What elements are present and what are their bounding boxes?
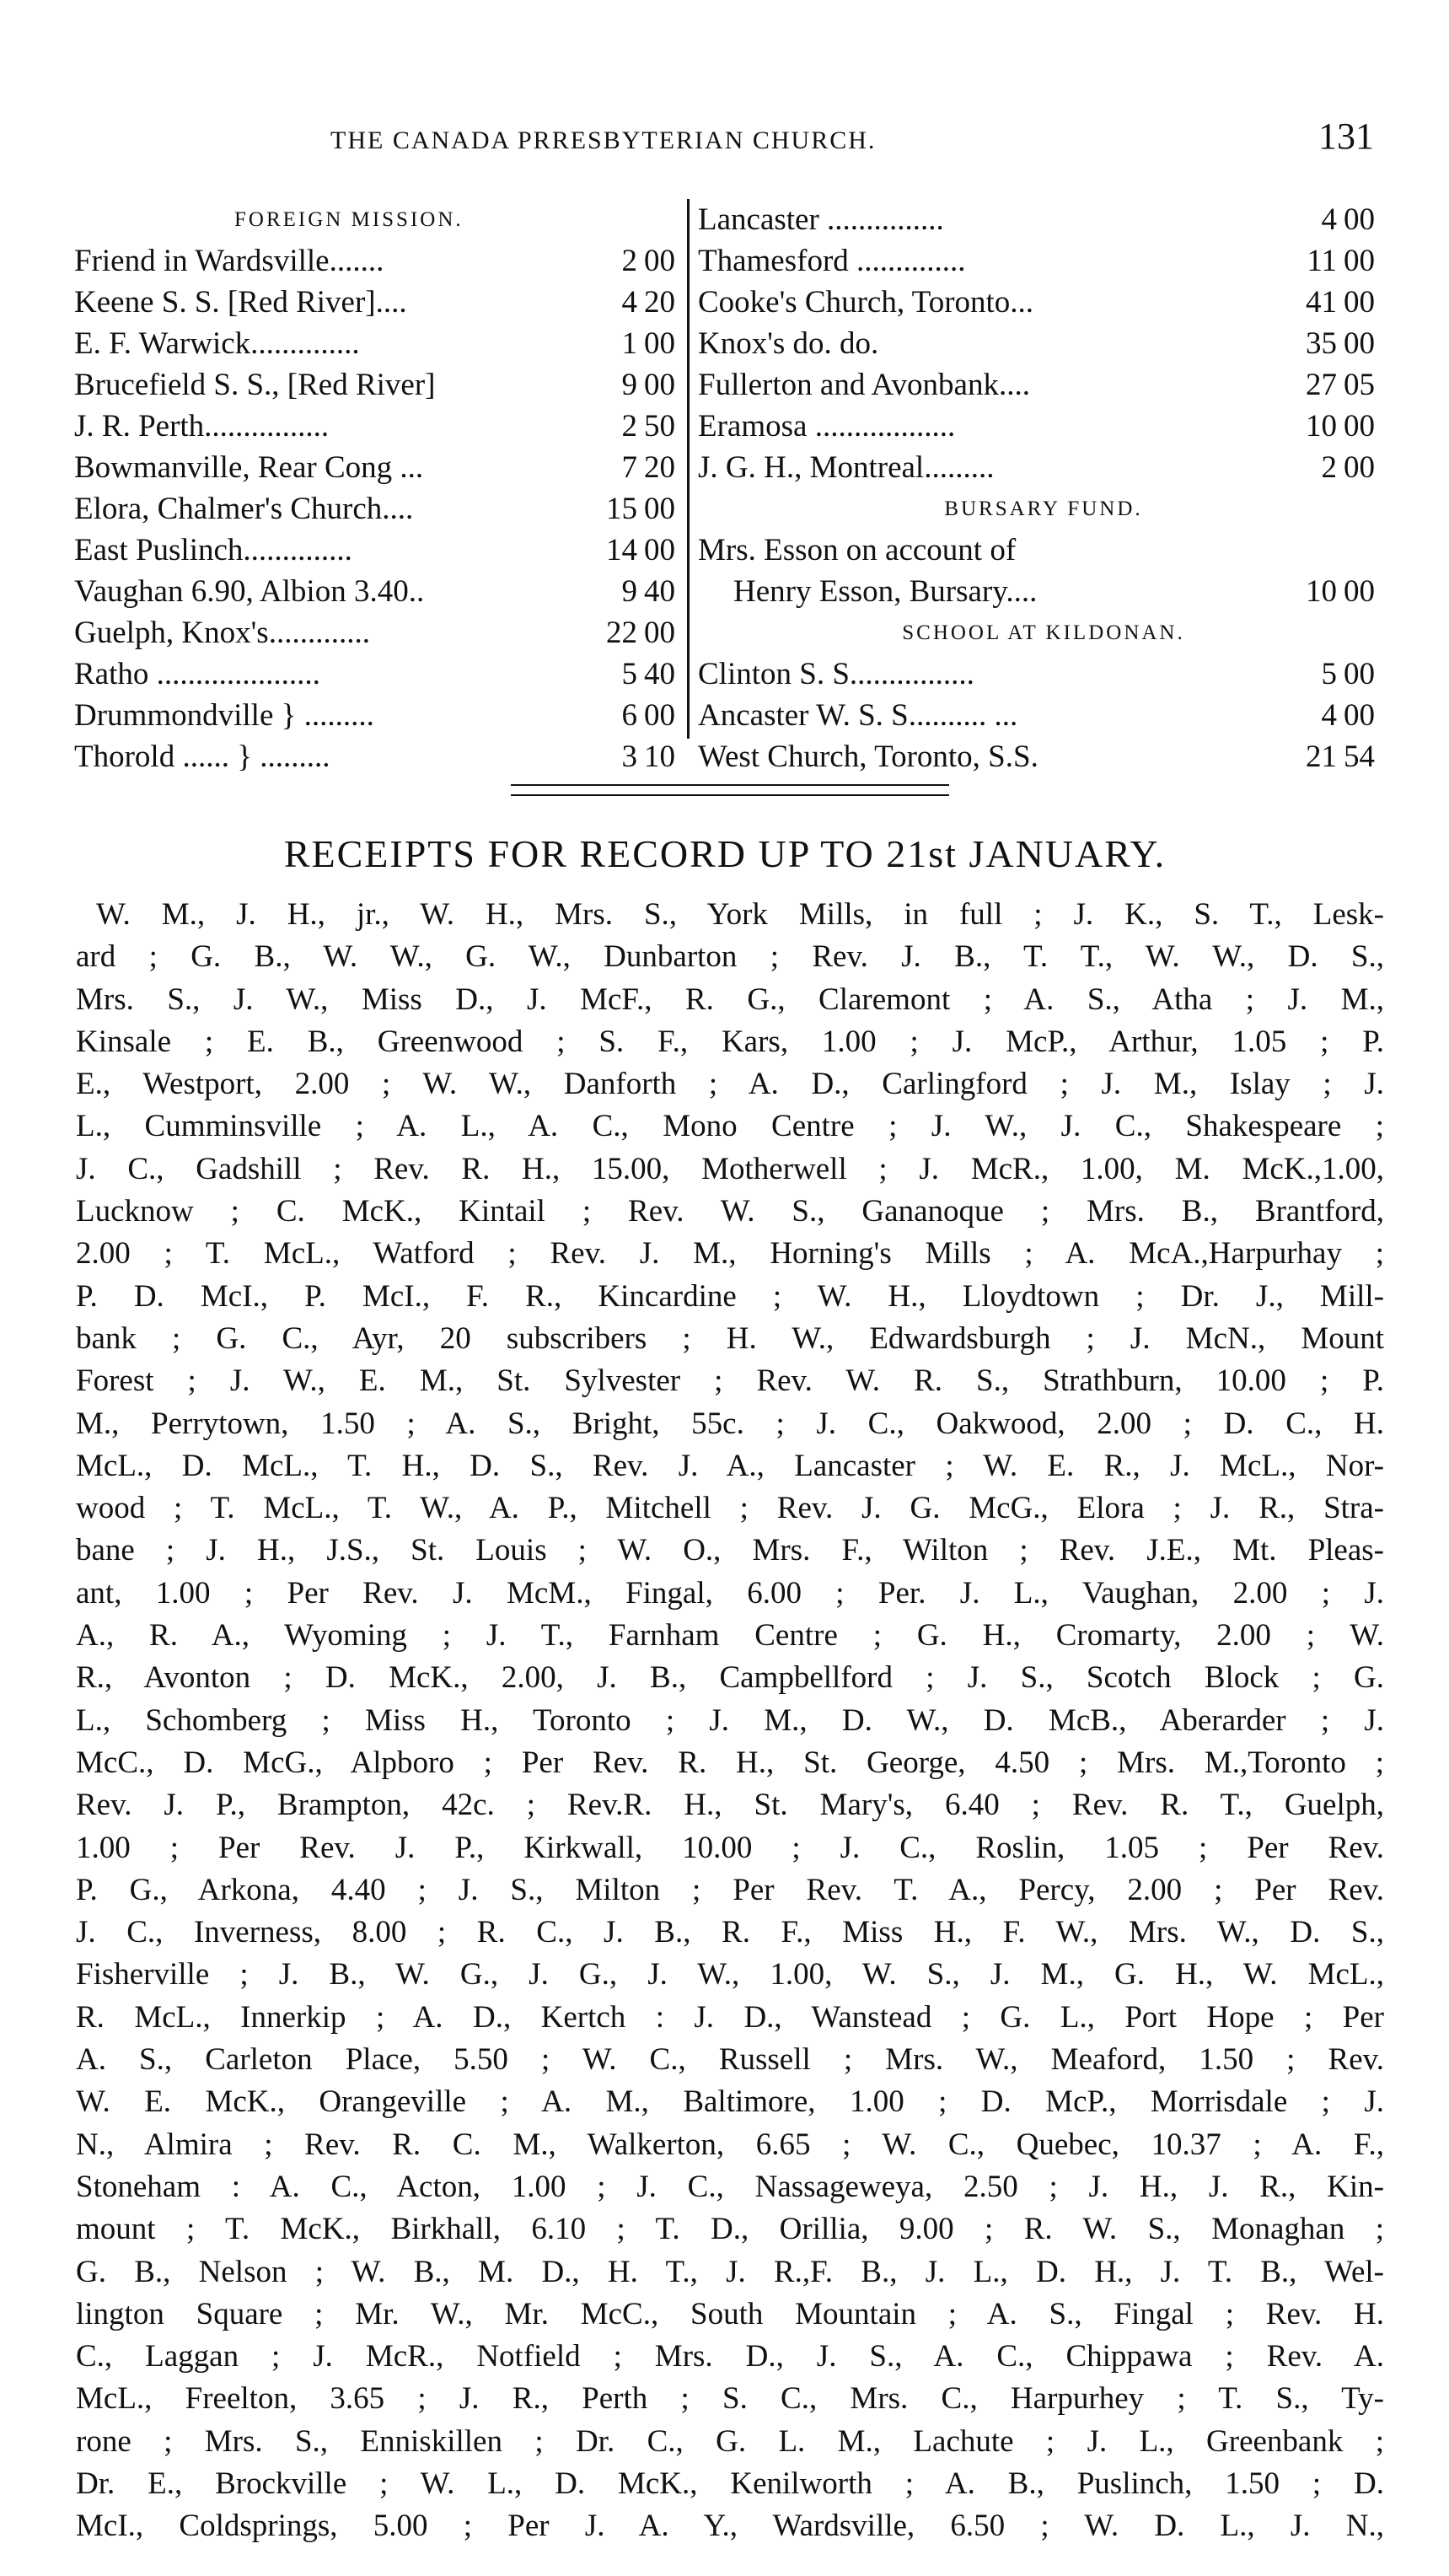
ledger-entry-dollars: 3: [621, 739, 637, 774]
ledger-entry-name: Cooke's Church, Toronto...: [698, 285, 1034, 320]
ledger-entry-name: Lancaster ...............: [698, 202, 944, 237]
ledger-row: [74, 653, 681, 695]
ledger-entry-dollars: 14: [606, 533, 637, 567]
receipts-line: lington Square ; Mr. W., Mr. McC., South Mountain ; A. S., Fingal ; Rev. H.: [76, 2296, 1384, 2331]
receipts-line: ard ; G. B., W. W., G. W., Dunbarton ; Rev. J. B., T. T., W. W., D. S.,: [76, 939, 1384, 975]
ledger-entry-dollars: 4: [621, 285, 637, 320]
ledger-entry-name: Bowmanville, Rear Cong ...: [74, 450, 424, 485]
ledger-entry-name: Fullerton and Avonbank....: [698, 368, 1030, 402]
ledger-entry-cents: 00: [644, 533, 675, 567]
ledger-entry-cents: 54: [1344, 739, 1375, 774]
receipts-line: M., Perrytown, 1.50 ; A. S., Bright, 55c. ; J. C., Oakwood, 2.00 ; D. C., H.: [76, 1406, 1384, 1441]
ledger-entry-dollars: 22: [606, 616, 637, 650]
ledger-entry-cents: 00: [1344, 285, 1375, 320]
ledger-entry-name: Thamesford ..............: [698, 244, 966, 278]
ledger-row: [698, 530, 1389, 571]
receipts-line: R., Avonton ; D. McK., 2.00, J. B., Campbellford ; J. S., Scotch Block ; G.: [76, 1660, 1384, 1696]
receipts-line: Lucknow ; C. McK., Kintail ; Rev. W. S., Gananoque ; Mrs. B., Brantford,: [76, 1194, 1384, 1229]
ledger-entry-cents: 00: [644, 616, 675, 650]
ledger-entry-name: E. F. Warwick..............: [74, 326, 360, 361]
ledger-entry-cents: 00: [1344, 409, 1375, 444]
ledger-entry-dollars: 27: [1306, 368, 1337, 402]
section-divider: [511, 784, 949, 796]
ledger-entry-name: Vaughan 6.90, Albion 3.40..: [74, 574, 425, 609]
foreign-mission-heading: FOREIGN MISSION.: [234, 208, 464, 231]
receipts-line: Stoneham : A. C., Acton, 1.00 ; J. C., Nassageweya, 2.50 ; J. H., J. R., Kin-: [76, 2169, 1384, 2204]
running-title: THE CANADA PRRESBYTERIAN CHURCH.: [330, 126, 877, 154]
ledger-entry-name: Ancaster W. S. S.......... ...: [698, 698, 1018, 733]
ledger-entry-cents: 00: [1344, 244, 1375, 278]
ledger-right-column: [698, 199, 1389, 777]
ledger-row: [74, 447, 681, 488]
ledger-entry-dollars: 7: [621, 450, 637, 485]
ledger-row: [698, 736, 1389, 777]
ledger-entry-cents: 00: [644, 368, 675, 402]
ledger-entry-name: Drummondville } .........: [74, 698, 374, 733]
receipts-line: L., Cumminsville ; A. L., A. C., Mono Centre ; J. W., J. C., Shakespeare ;: [76, 1109, 1384, 1144]
ledger-row: [698, 653, 1389, 695]
ledger-row: [698, 240, 1389, 282]
ledger-row: [74, 736, 681, 777]
receipts-line: McI., Coldsprings, 5.00 ; Per J. A. Y., Wardsville, 6.50 ; W. D. L., J. N.,: [76, 2509, 1384, 2544]
receipts-line: mount ; T. McK., Birkhall, 6.10 ; T. D., Orillia, 9.00 ; R. W. S., Monaghan ;: [76, 2212, 1384, 2247]
receipts-line: 2.00 ; T. McL., Watford ; Rev. J. M., Horning's Mills ; A. McA.,Harpurhay ;: [76, 1236, 1384, 1272]
receipts-line: J. C., Inverness, 8.00 ; R. C., J. B., R. F., Miss H., F. W., Mrs. W., D. S.,: [76, 1915, 1384, 1950]
ledger-row: [74, 612, 681, 653]
ledger-entry-name: Guelph, Knox's.............: [74, 616, 370, 650]
receipts-line: A., R. A., Wyoming ; J. T., Farnham Centre ; G. H., Cromarty, 2.00 ; W.: [76, 1618, 1384, 1654]
ledger-entry-dollars: 4: [1321, 698, 1337, 733]
ledger-row: [698, 695, 1389, 736]
ledger-entry-cents: 00: [644, 492, 675, 526]
receipts-line: Dr. E., Brockville ; W. L., D. McK., Kenilworth ; A. B., Puslinch, 1.50 ; D.: [76, 2466, 1384, 2501]
ledger-entry-name: Knox's do. do.: [698, 326, 879, 361]
ledger-entry-cents: 20: [644, 450, 675, 485]
ledger-entry-cents: 00: [1344, 450, 1375, 485]
ledger-row: [698, 364, 1389, 406]
ledger-row: [74, 240, 681, 282]
receipts-line: W. E. McK., Orangeville ; A. M., Baltimore, 1.00 ; D. McP., Morrisdale ; J.: [76, 2084, 1384, 2120]
ledger-entry-name: Clinton S. S................: [698, 657, 974, 691]
receipts-line: ant, 1.00 ; Per Rev. J. McM., Fingal, 6.00 ; Per. J. L., Vaughan, 2.00 ; J.: [76, 1575, 1384, 1611]
ledger-left-column: [74, 199, 681, 777]
ledger-entry-name: Mrs. Esson on account of: [698, 533, 1017, 567]
ledger-entry-name: Friend in Wardsville.......: [74, 244, 384, 278]
ledger-entry-dollars: 10: [1306, 409, 1337, 444]
receipts-line: L., Schomberg ; Miss H., Toronto ; J. M., D. W., D. McB., Aberarder ; J.: [76, 1702, 1384, 1738]
receipts-line: P. D. McI., P. McI., F. R., Kincardine ; W. H., Lloydtown ; Dr. J., Mill-: [76, 1278, 1384, 1314]
column-divider: [687, 199, 690, 739]
bursary-fund-heading: BURSARY FUND.: [944, 497, 1143, 520]
ledger-entry-cents: 00: [644, 244, 675, 278]
ledger-entry-dollars: 21: [1306, 739, 1337, 774]
ledger-entry-dollars: 10: [1306, 574, 1337, 609]
receipts-line: J. C., Gadshill ; Rev. R. H., 15.00, Motherwell ; J. McR., 1.00, M. McK.,1.00,: [76, 1151, 1384, 1186]
ledger-entry-name: Keene S. S. [Red River]....: [74, 285, 407, 320]
ledger-row: [74, 571, 681, 612]
ledger-row: [698, 323, 1389, 364]
receipts-line: bank ; G. C., Ayr, 20 subscribers ; H. W., Edwardsburgh ; J. McN., Mount: [76, 1320, 1384, 1356]
ledger-entry-cents: 00: [1344, 657, 1375, 691]
receipts-line: Kinsale ; E. B., Greenwood ; S. F., Kars, 1.00 ; J. McP., Arthur, 1.05 ; P.: [76, 1024, 1384, 1059]
receipts-line: Mrs. S., J. W., Miss D., J. McF., R. G., Claremont ; A. S., Atha ; J. M.,: [76, 981, 1384, 1017]
receipts-heading: RECEIPTS FOR RECORD UP TO 21st JANUARY.: [283, 832, 1167, 875]
receipts-line: G. B., Nelson ; W. B., M. D., H. T., J. R.,F. B., J. L., D. H., J. T. B., Wel-: [76, 2254, 1384, 2289]
receipts-line: McC., D. McG., Alpboro ; Per Rev. R. H., St. George, 4.50 ; Mrs. M.,Toronto ;: [76, 1745, 1384, 1780]
ledger-entry-dollars: 6: [621, 698, 637, 733]
receipts-paragraph: [76, 894, 1384, 2548]
page-number: 131: [1318, 116, 1374, 157]
contributions-ledger: [74, 199, 1389, 774]
receipts-line: Fisherville ; J. B., W. G., J. G., J. W., 1.00, W. S., J. M., G. H., W. McL.,: [76, 1957, 1384, 1993]
ledger-entry-dollars: 9: [621, 574, 637, 609]
ledger-entry-name: Thorold ...... } .........: [74, 739, 330, 774]
ledger-entry-name: Ratho .....................: [74, 657, 320, 691]
receipts-line: A. S., Carleton Place, 5.50 ; W. C., Russell ; Mrs. W., Meaford, 1.50 ; Rev.: [76, 2042, 1384, 2078]
ledger-entry-cents: 40: [644, 657, 675, 691]
ledger-row: [74, 488, 681, 530]
receipts-line: E., Westport, 2.00 ; W. W., Danforth ; A. D., Carlingford ; J. M., Islay ; J.: [76, 1067, 1384, 1102]
ledger-entry-cents: 00: [1344, 574, 1375, 609]
ledger-entry-cents: 00: [1344, 202, 1375, 237]
ledger-row: [74, 695, 681, 736]
ledger-entry-name: Elora, Chalmer's Church....: [74, 492, 414, 526]
receipts-line: wood ; T. McL., T. W., A. P., Mitchell ; Rev. J. G. McG., Elora ; J. R., Stra-: [76, 1491, 1384, 1526]
ledger-entry-name: J. G. H., Montreal.........: [698, 450, 995, 485]
ledger-row: [698, 199, 1389, 240]
ledger-row: [698, 282, 1389, 323]
ledger-row: [698, 406, 1389, 447]
ledger-row: [74, 406, 681, 447]
ledger-row: [74, 364, 681, 406]
ledger-entry-dollars: 5: [1321, 657, 1337, 691]
ledger-entry-dollars: 9: [621, 368, 637, 402]
running-header: [67, 115, 1382, 165]
ledger-entry-name: Eramosa ..................: [698, 409, 956, 444]
receipts-line: bane ; J. H., J.S., St. Louis ; W. O., Mrs. F., Wilton ; Rev. J.E., Mt. Pleas-: [76, 1533, 1384, 1568]
receipts-line: Rev. J. P., Brampton, 42c. ; Rev.R. H., St. Mary's, 6.40 ; Rev. R. T., Guelph,: [76, 1788, 1384, 1823]
ledger-row: [74, 530, 681, 571]
ledger-row: [698, 447, 1389, 488]
ledger-entry-cents: 05: [1344, 368, 1375, 402]
receipts-line: Forest ; J. W., E. M., St. Sylvester ; Rev. W. R. S., Strathburn, 10.00 ; P.: [76, 1363, 1384, 1399]
receipts-line: R. McL., Innerkip ; A. D., Kertch : J. D., Wanstead ; G. L., Port Hope ; Per: [76, 1999, 1384, 2035]
receipts-line: N., Almira ; Rev. R. C. M., Walkerton, 6.65 ; W. C., Quebec, 10.37 ; A. F.,: [76, 2127, 1384, 2162]
receipts-line: McL., Freelton, 3.65 ; J. R., Perth ; S. C., Mrs. C., Harpurhey ; T. S., Ty-: [76, 2381, 1384, 2417]
ledger-row: [74, 282, 681, 323]
ledger-row: [74, 323, 681, 364]
ledger-entry-name: West Church, Toronto, S.S.: [698, 739, 1038, 774]
ledger-entry-dollars: 2: [1321, 450, 1337, 485]
school-kildonan-heading: SCHOOL AT KILDONAN.: [902, 621, 1185, 644]
ledger-entry-name: J. R. Perth................: [74, 409, 330, 444]
receipts-line: P. G., Arkona, 4.40 ; J. S., Milton ; Per Rev. T. A., Percy, 2.00 ; Per Rev.: [76, 1872, 1384, 1907]
ledger-entry-dollars: 2: [621, 409, 637, 444]
ledger-entry-name: Henry Esson, Bursary....: [733, 574, 1038, 609]
ledger-entry-cents: 00: [644, 326, 675, 361]
receipts-line: rone ; Mrs. S., Enniskillen ; Dr. C., G. L. M., Lachute ; J. L., Greenbank ;: [76, 2423, 1384, 2459]
ledger-entry-cents: 10: [644, 739, 675, 774]
ledger-entry-name: Brucefield S. S., [Red River]: [74, 368, 436, 402]
ledger-entry-dollars: 11: [1307, 244, 1337, 278]
ledger-entry-dollars: 15: [606, 492, 637, 526]
ledger-entry-dollars: 1: [621, 326, 637, 361]
receipts-line: McL., D. McL., T. H., D. S., Rev. J. A., Lancaster ; W. E. R., J. McL., Nor-: [76, 1448, 1384, 1483]
ledger-entry-dollars: 2: [621, 244, 637, 278]
ledger-entry-name: East Puslinch..............: [74, 533, 352, 567]
ledger-entry-dollars: 5: [621, 657, 637, 691]
ledger-entry-cents: 40: [644, 574, 675, 609]
ledger-entry-dollars: 35: [1306, 326, 1337, 361]
ledger-entry-cents: 50: [644, 409, 675, 444]
ledger-row: [698, 571, 1389, 612]
ledger-entry-cents: 20: [644, 285, 675, 320]
ledger-entry-cents: 00: [644, 698, 675, 733]
receipts-line: W. M., J. H., jr., W. H., Mrs. S., York Mills, in full ; J. K., S. T., Lesk-: [96, 897, 1384, 932]
receipts-line: 1.00 ; Per Rev. J. P., Kirkwall, 10.00 ; J. C., Roslin, 1.05 ; Per Rev.: [76, 1830, 1384, 1865]
ledger-entry-cents: 00: [1344, 698, 1375, 733]
ledger-entry-dollars: 41: [1306, 285, 1337, 320]
ledger-entry-dollars: 4: [1321, 202, 1337, 237]
receipts-line: C., Laggan ; J. McR., Notfield ; Mrs. D., J. S., A. C., Chippawa ; Rev. A.: [76, 2339, 1384, 2374]
ledger-entry-cents: 00: [1344, 326, 1375, 361]
